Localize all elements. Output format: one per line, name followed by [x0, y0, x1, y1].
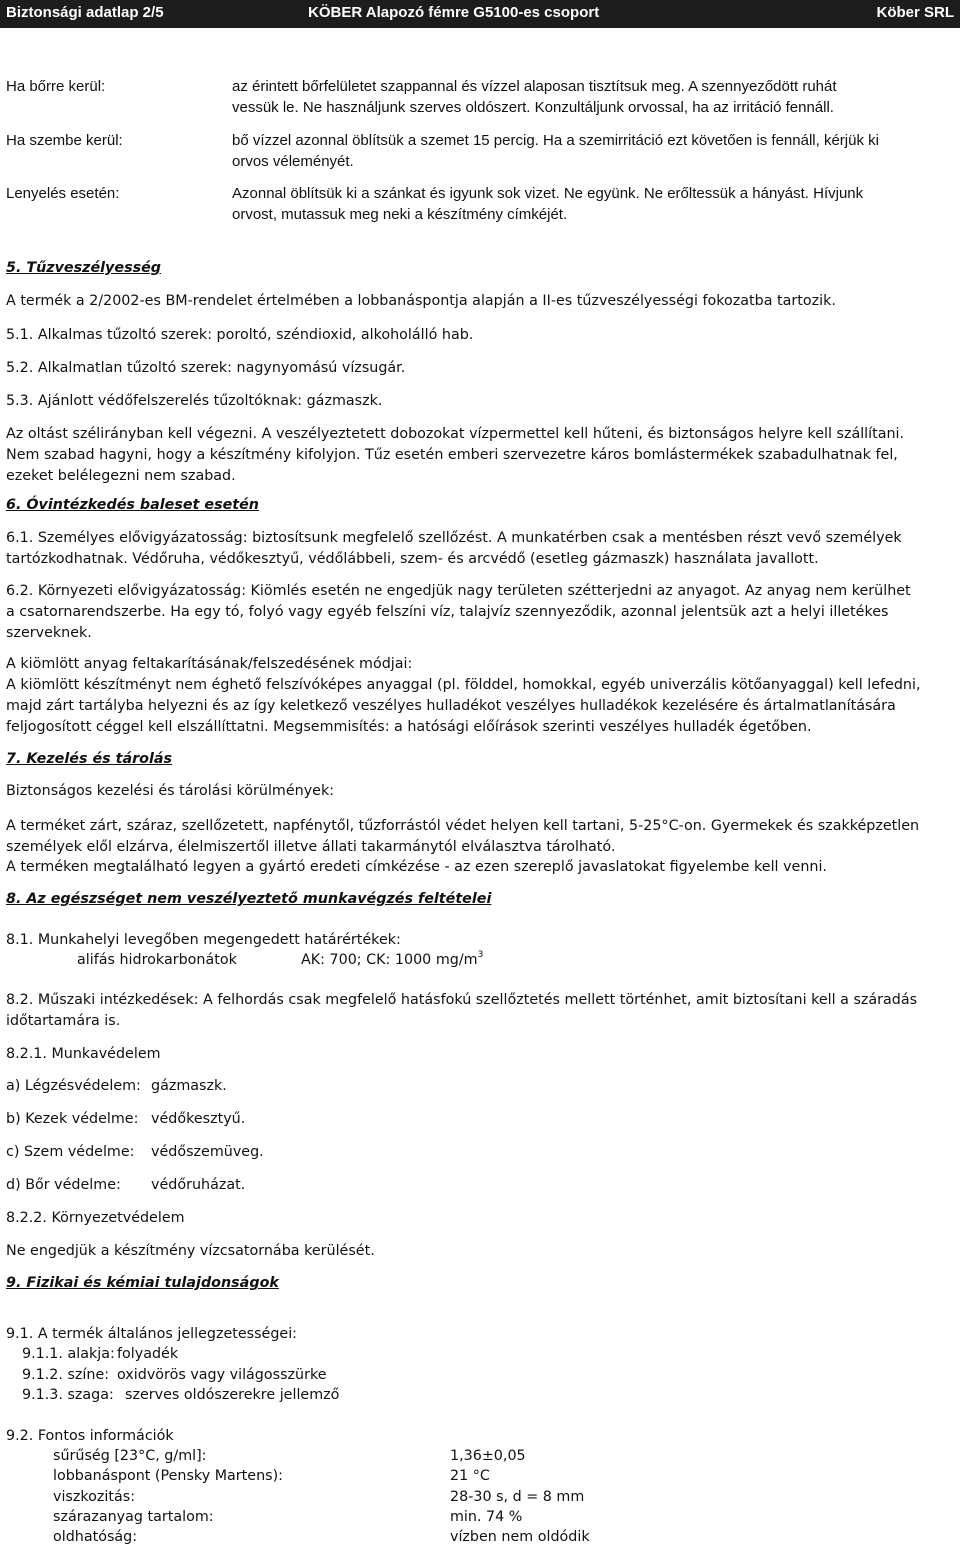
section-5-text: ezeket belélegezni nem szabad. [6, 468, 236, 484]
protection-value: gázmaszk. [151, 1078, 227, 1094]
info-label: lobbanáspont (Pensky Martens): [53, 1468, 283, 1484]
property-value: oxidvörös vagy világosszürke [117, 1367, 327, 1383]
info-value: 21 °C [450, 1468, 490, 1484]
section-7-heading: 7. Kezelés és tárolás [6, 751, 173, 767]
protection-value: védőszemüveg. [151, 1144, 264, 1160]
section-6-text: A kiömlött anyag feltakarításának/felszedésének módjai: [6, 656, 413, 672]
section-6-text: tartózkodhatnak. Védőruha, védőkesztyű, védőlábbeli, szem- és arcvédő (esetleg gázmaszk) használata javallott. [6, 551, 819, 567]
section-7-text: A terméken megtalálható legyen a gyártó eredeti címkézése - az ezen szereplő javaslatokat figyelembe kell venni. [6, 859, 827, 875]
first-aid-eye-text: orvos véleményét. [232, 153, 354, 170]
section-5-text: Nem szabad hagyni, hogy a készítmény kifolyjon. Tűz esetén emberi szervezetre káros bomlástermékek szabadulhatnak fel, [6, 447, 898, 463]
header-title: Biztonsági adatlap 2/5 [6, 4, 164, 21]
property-label: 9.1.3. szaga: [22, 1387, 114, 1403]
info-label: szárazanyag tartalom: [53, 1509, 214, 1525]
environment-title: 8.2.2. Környezetvédelem [6, 1210, 185, 1226]
section-7-text: A terméket zárt, száraz, szellőzetett, napfénytől, tűzforrástól védet helyen kell tartani, 5-25°C-on. Gyermekek és szakképzetlen [6, 818, 920, 834]
info-label: sűrűség [23°C, g/ml]: [53, 1448, 207, 1464]
environment-text: Ne engedjük a készítmény vízcsatornába kerülését. [6, 1243, 375, 1259]
section-5-text: A termék a 2/2002-es BM-rendelet értelmében a lobbanáspontja alapján a II-es tűzveszélyességi fokozatba tartozik. [6, 293, 836, 309]
first-aid-skin-label: Ha bőrre kerül: [6, 78, 106, 95]
section-6-text: 6.2. Környezeti elővigyázatosság: Kiömlés esetén ne engedjük nagy területen szétterjedni az anyagot. Az anyag nem kerülhet [6, 583, 911, 599]
section-5-text: 5.1. Alkalmas tűzoltó szerek: poroltó, széndioxid, alkoholálló hab. [6, 327, 474, 343]
protection-label: c) Szem védelme: [6, 1144, 135, 1160]
property-value: folyadék [117, 1346, 179, 1362]
section-8-tech-text: 8.2. Műszaki intézkedések: A felhordás csak megfelelő hatásfokú szellőztetés mellett történhet, amit biztosítani kell a száradás [6, 992, 918, 1008]
info-value: 28-30 s, d = 8 mm [450, 1489, 585, 1505]
protection-title: 8.2.1. Munkavédelem [6, 1046, 161, 1062]
protection-label: b) Kezek védelme: [6, 1111, 139, 1127]
section-6-heading: 6. Óvintézkedés baleset esetén [6, 497, 259, 513]
first-aid-swallow-text: orvost, mutassuk meg neki a készítmény címkéjét. [232, 206, 568, 223]
exposure-limits-title: 8.1. Munkahelyi levegőben megengedett határértékek: [6, 932, 401, 948]
section-6-text: feljogosított céggel kell elszállíttatni. Megsemmisítés: a hatósági előírások szerinti veszélyes hulladék égetőben. [6, 719, 812, 735]
info-value: min. 74 % [450, 1509, 523, 1525]
first-aid-swallow-label: Lenyelés esetén: [6, 185, 120, 202]
section-5-text: 5.2. Alkalmatlan tűzoltó szerek: nagynyomású vízsugár. [6, 360, 406, 376]
section-5-heading: 5. Tűzveszélyesség [6, 260, 162, 276]
info-value: 1,36±0,05 [450, 1448, 526, 1464]
protection-label: d) Bőr védelme: [6, 1177, 121, 1193]
section-5-text: Az oltást szélirányban kell végezni. A veszélyeztetett dobozokat vízpermettel kell hűteni, és biztonságos helyre kell szállítani. [6, 426, 905, 442]
protection-label: a) Légzésvédelem: [6, 1078, 141, 1094]
section-7-text: személyek elől elzárva, élelmiszertől illetve állati takarmánytól elválasztva tárolható. [6, 839, 616, 855]
header-product: KÖBER Alapozó fémre G5100-es csoport [308, 4, 600, 21]
property-label: 9.1.1. alakja: [22, 1346, 115, 1362]
page-header [0, 0, 960, 28]
property-label: 9.1.2. színe: [22, 1367, 110, 1383]
info-label: oldhatóság: [53, 1529, 138, 1545]
protection-value: védőkesztyű. [151, 1111, 246, 1127]
section-7-text: Biztonságos kezelési és tárolási körülmények: [6, 783, 335, 799]
section-8-tech-text: időtartamára is. [6, 1013, 121, 1029]
section-8-heading: 8. Az egészséget nem veszélyeztető munkavégzés feltételei [6, 891, 492, 907]
section-6-text: 6.1. Személyes elővigyázatosság: biztosítsunk megfelelő szellőzést. A munkatérben csak a mentésben részt vevő személyek [6, 530, 902, 546]
section-9-heading: 9. Fizikai és kémiai tulajdonságok [6, 1275, 279, 1291]
important-info-title: 9.2. Fontos információk [6, 1428, 174, 1444]
info-label: viszkozitás: [53, 1489, 136, 1505]
header-company: Köber SRL [876, 4, 954, 21]
first-aid-swallow-text: Azonnal öblítsük ki a szánkat és igyunk sok vizet. Ne együnk. Ne erőltessük a hányást. Hívjunk [232, 185, 864, 202]
section-6-text: majd zárt tartályba helyezni és az így keletkező veszélyes hulladékot veszélyes hulladékok kezelésére és ártalmatlanítására [6, 698, 896, 714]
first-aid-skin-text: az érintett bőrfelületet szappannal és vízzel alaposan tisztítsuk meg. A szennyeződött ruhát [232, 78, 837, 95]
first-aid-eye-label: Ha szembe kerül: [6, 132, 123, 149]
first-aid-eye-text: bő vízzel azonnal öblítsük a szemet 15 percig. Ha a szemirritáció ezt követően is fennáll, kérjük ki [232, 132, 879, 149]
section-6-text: szerveknek. [6, 625, 92, 641]
property-value: szerves oldószerekre jellemző [125, 1387, 340, 1403]
protection-value: védőruházat. [151, 1177, 246, 1193]
exposure-limit-value: AK: 700; CK: 1000 $mg/m^3$ [301, 950, 484, 968]
section-6-text: a csatornarendszerbe. Ha egy tó, folyó vagy egyéb felszíni víz, talajvíz szennyeződik, azonnal jelentsük azt a helyi illetékes [6, 604, 889, 620]
info-value: vízben nem oldódik [450, 1529, 590, 1545]
first-aid-skin-text: vessük le. Ne használjunk szerves oldószert. Konzultáljunk orvossal, ha az irritáció fennáll. [232, 99, 834, 116]
section-5-text: 5.3. Ajánlott védőfelszerelés tűzoltóknak: gázmaszk. [6, 393, 383, 409]
exposure-substance: alifás hidrokarbonátok [77, 952, 237, 968]
section-6-text: A kiömlött készítményt nem éghető felszívóképes anyaggal (pl. földdel, homokkal, egyéb univerzális kötőanyaggal) kell lefedni, [6, 677, 921, 693]
general-properties-title: 9.1. A termék általános jellegzetességei: [6, 1326, 297, 1342]
